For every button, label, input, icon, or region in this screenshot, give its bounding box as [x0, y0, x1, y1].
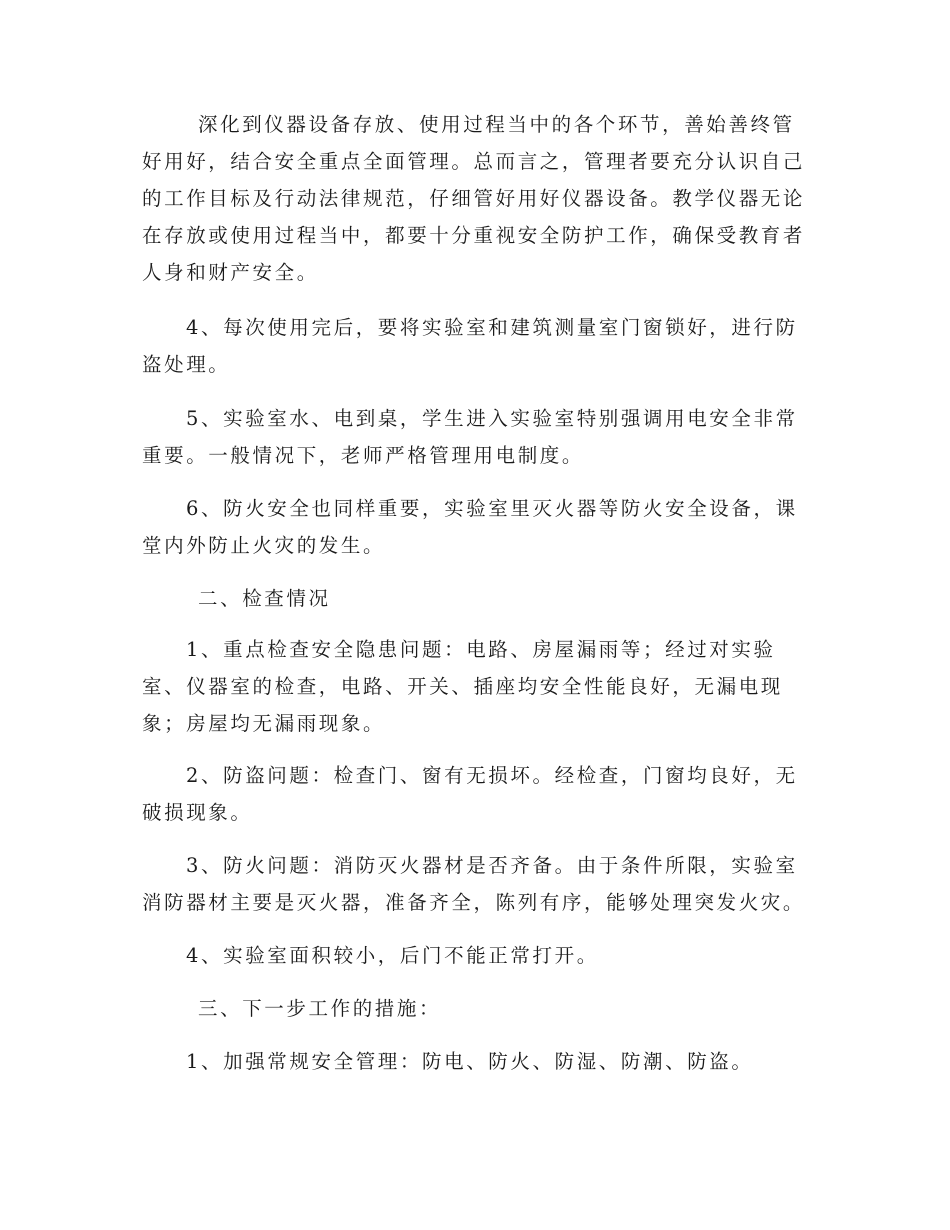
section-heading-next-steps: 三、下一步工作的措施：	[198, 997, 442, 1020]
paragraph-inspection-1: 1、重点检查安全隐患问题：电路、房屋漏雨等；经过对实验室、仪器室的检查，电路、开关、插座均安全性能良好，无漏电现象；房屋均无漏雨现象。	[142, 638, 783, 735]
paragraph-continuation: 深化到仪器设备存放、使用过程当中的各个环节，善始善终管好用好，结合安全重点全面管理。总而言之，管理者要充分认识自己的工作目标及行动法律规范，仔细管好用好仪器设备。教学仪器无论在存放或使用过程当中，都要十分重视安全防护工作，确保受教育者人身和财产安全。	[142, 113, 806, 284]
paragraph-next-steps-1: 1、加强常规安全管理：防电、防火、防湿、防潮、防盗。	[186, 1050, 754, 1073]
paragraph-item-6-fire: 6、防火安全也同样重要，实验室里灭火器等防火安全设备，课堂内外防止火灾的发生。	[142, 497, 798, 557]
section-heading-inspection: 二、检查情况	[198, 587, 331, 610]
paragraph-item-4-lock: 4、每次使用完后，要将实验室和建筑测量室门窗锁好，进行防盗处理。	[142, 316, 798, 376]
paragraph-inspection-4: 4、实验室面积较小，后门不能正常打开。	[186, 944, 599, 967]
paragraph-inspection-3: 3、防火问题：消防灭火器材是否齐备。由于条件所限，实验室消防器材主要是灭火器，准备齐全，陈列有序，能够处理突发火灾。	[142, 854, 806, 914]
paragraph-inspection-2: 2、防盗问题：检查门、窗有无损坏。经检查，门窗均良好，无破损现象。	[142, 764, 798, 824]
paragraph-item-5-electric: 5、实验室水、电到桌，学生进入实验室特别强调用电安全非常重要。一般情况下，老师严格管理用电制度。	[142, 407, 798, 467]
